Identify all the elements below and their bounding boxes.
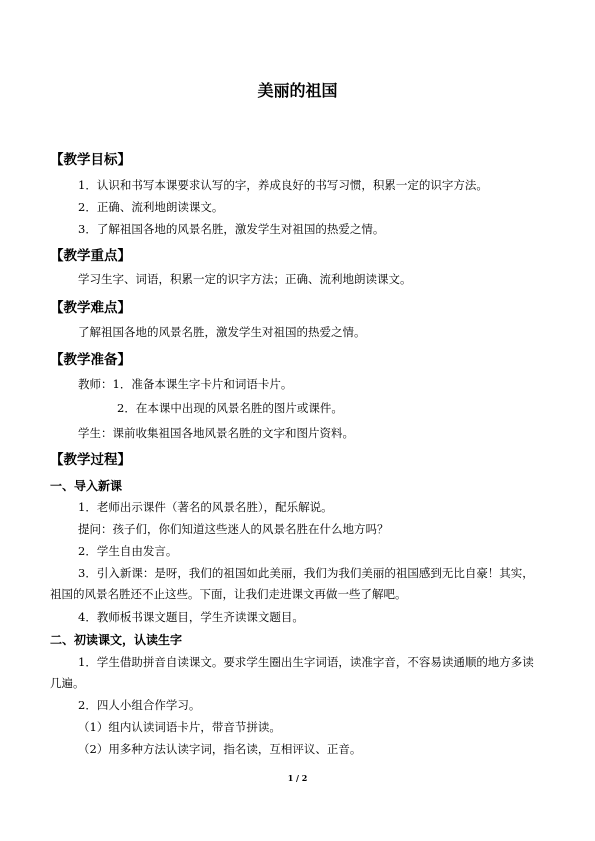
goal-item-1: 1．认识和书写本课要求认写的字，养成良好的书写习惯，积累一定的识字方法。 [78,178,488,192]
process-part1-line-5: 4．教师板书课文题目，学生齐读课文题目。 [78,610,304,624]
process-part1-line-2: 提问：孩子们，你们知道这些迷人的风景名胜在什么地方吗？ [78,522,389,536]
process-part1-line-4: 3．引入新课：是呀，我们的祖国如此美丽，我们为我们美丽的祖国感到无比自豪！其实，祖国的风景名胜还不止这些。下面，让我们走进课文再做一些了解吧。 [50,566,534,601]
difficulties-heading: 【教学难点】 [50,300,131,316]
goal-item-3: 3．了解祖国各地的风景名胜，激发学生对祖国的热爱之情。 [78,222,385,236]
process-part2-line-4: （2）用多种方法认读字词，指名读，互相评议、正音。 [78,742,362,756]
difficulties-text: 了解祖国各地的风景名胜，激发学生对祖国的热爱之情。 [78,325,366,339]
page-title: 美丽的祖国 [257,81,338,100]
page-number: 1 / 2 [287,773,308,783]
process-part2-line-3: （1）组内认读词语卡片，带音节拼读。 [78,720,281,734]
preparation-teacher-1: 教师：1．准备本课生字卡片和词语卡片。 [78,377,293,391]
process-part2-heading: 二、初读课文，认读生字 [50,633,183,647]
key-points-heading: 【教学重点】 [50,248,131,264]
goal-item-2: 2．正确、流利地朗读课文。 [78,200,224,214]
preparation-student: 学生：课前收集祖国各地风景名胜的文字和图片资料。 [78,426,354,440]
preparation-teacher-2: 2．在本课中出现的风景名胜的图片或课件。 [117,401,343,415]
process-part1-line-3: 2．学生自由发言。 [78,544,178,558]
process-part1-line-1: 1．老师出示课件（著名的风景名胜），配乐解说。 [78,500,333,514]
preparation-heading: 【教学准备】 [50,352,131,368]
process-part1-heading: 一、导入新课 [50,479,123,493]
goals-heading: 【教学目标】 [50,152,131,168]
process-heading: 【教学过程】 [50,452,131,468]
key-points-text: 学习生字、词语，积累一定的识字方法；正确、流利地朗读课文。 [78,272,412,286]
process-part2-line-1: 1．学生借助拼音自读课文。要求学生圈出生字词语，读准字音，不容易读通顺的地方多读几遍。 [50,655,534,690]
process-part2-line-2: 2．四人小组合作学习。 [78,698,201,712]
